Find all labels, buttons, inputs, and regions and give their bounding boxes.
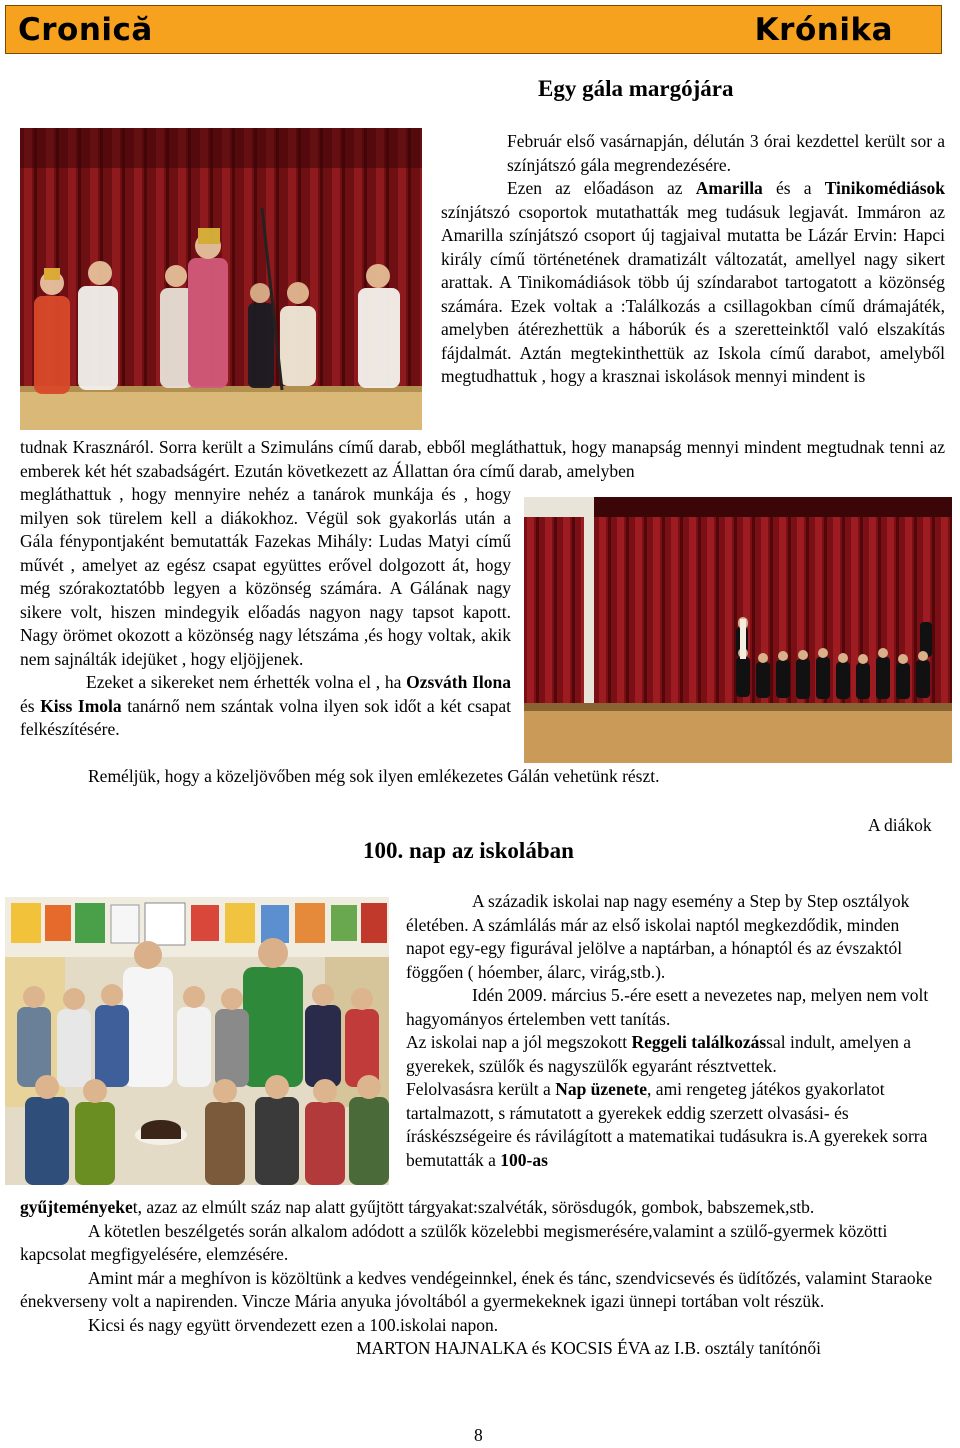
article1-thanks (20, 671, 511, 742)
article1-fullwidth-text: tudnak Krasznáról. Sorra került a Szimuláns című darab, ebből megláthattuk, hogy manapság mennyi mindent megtudnak tenni az emberek két hét szabadságért. Ezután következett az Állattan óra című darab, amelyben (20, 437, 945, 481)
article2-full-text (20, 1196, 945, 1361)
header-right-title: Krónika (754, 12, 893, 48)
teacher2-name: Kiss Imola (40, 695, 122, 716)
article2-signature: MARTON HAJNALKA és KOCSIS ÉVA az I.B. osztály tanítónői (356, 1338, 821, 1358)
article1-para2-text-b: és a (762, 178, 825, 198)
teacher1-name: Ozsváth Ilona (406, 672, 512, 692)
article1-para2-text-c: színjátszó csoportok mutathatták meg tudásuk legjavát. Immáron az Amarilla színjátszó csoport új tagjaival mutatta be Lázár Ervin: Hapci király című történetének dramatizált változatát, amellyel nagy sikert arattak. A Tinikomádiások több új színdarabot tartogatott a közönség számára. Ezek voltak a :Találkozás a csillagokban című drámajáték, amelyben átérezhettük a háborúk és a szeretteinktől való elszakítás fájdalmát. Aztán megtekinthettük az Iskola című darabot, amelyből megtudhattuk , hogy a krasznai iskolások mennyi mindent is (441, 201, 945, 386)
article2-title: 100. nap az iskolában (363, 838, 574, 863)
article1-para1: Február első vasárnapján, délután 3 órai kezdettel került sor a színjátszó gála megrendezésére. (507, 131, 945, 175)
article1-title: Egy gála margójára (538, 76, 734, 101)
nap-uzenete: Nap üzenete (555, 1079, 648, 1099)
amarilla-name: Amarilla (695, 178, 763, 198)
stage-performance-image (20, 128, 422, 430)
article1-intro (441, 130, 945, 389)
para3-text-b: sal indult, amelyen a gyerekek, szülők és nagyszülők egyaránt résztvettek. (406, 1032, 911, 1076)
article2-para1: A századik iskolai nap nagy esemény a Step by Step osztályok életében. A számlálás már az első iskolai naptól megkezdődik, minden napot egy-egy figurával jelölve a naptárban, a hónaptól és az évszaktól föggően ( hóember, álarc, virág,stb.). (406, 891, 910, 982)
classroom-group-image (5, 897, 389, 1185)
article1-closing: Reméljük, hogy a közeljövőben még sok ilyen emlékezetes Gálán vehetünk részt. (88, 766, 660, 786)
article2-right-column (406, 890, 940, 1172)
article2-para4 (406, 1078, 940, 1172)
article2-para3 (406, 1031, 940, 1078)
stage-performance-photo (20, 128, 422, 430)
thanks-text-c: tanárnő nem szántak volna ilyen sok időt a két csapat felkészítésére. (20, 695, 511, 739)
stage-group-photo (524, 497, 952, 763)
page-header (5, 5, 942, 54)
article1-signature: A diákok (868, 815, 932, 835)
article1-left-text: megláthattuk , hogy mennyire nehéz a tanárok munkája és , hogy milyen sok türelem kell a diákokhoz. Végül sok gyakorlás után a Gála fénypontjaként bemutatták Fazekas Mihály: Ludas Matyi című művét , amelyet az egész csapat együttes erővel dolgozott át, hogy még szórakoztatóbb legyen a közönség számára. A Gálának nagy sikere volt, hiszen mindegyik előadás nagyon nagy tapsot kapott. Nagy örömet okozott a közönség nagy létszáma ,és hogy voltak, akik nem sajnálták idejüket , hogy eljöjjenek. (20, 484, 511, 669)
para4-text-a: Felolvasásra került a (406, 1079, 556, 1099)
article2-para6: Amint már a meghívon is közöltünk a kedves vendégeinnkel, ének és tánc, szendvicsevés és üdítőzés, valamint Staraoke énekverseny volt a napirenden. Vincze Mária anyuka jóvoltából a gyermekeknek igazi ünnepi tortában volt részük. (20, 1267, 933, 1311)
para3-text-a: Az iskolai nap a jól megszokott (406, 1032, 632, 1052)
header-left-title: Cronică (18, 12, 153, 48)
classroom-group-photo (5, 897, 389, 1185)
article1-para2 (441, 177, 945, 389)
para4-text-c: t, azaz az elmúlt száz nap alatt gyűjtött tárgyakat:szalvéták, sörösdugók, gombok, babszemek,stb. (132, 1197, 815, 1217)
article2-para2: Idén 2009. március 5.-ére esett a nevezetes nap, melyen nem volt hagyományos értelemben vett tanítás. (406, 985, 929, 1029)
article2-para5: A kötetlen beszélgetés során alkalom adódott a szülők közelebbi megismerésére,valamint a szülő-gyermek közötti kapcsolat megfigyelésére, elemzésére. (20, 1220, 888, 1264)
reggeli-talalkozas: Reggeli találkozás (631, 1032, 767, 1052)
collection-count: 100-as (500, 1149, 548, 1170)
thanks-text-b: és (20, 695, 41, 716)
thanks-text-a: Ezeket a sikereket nem érhették volna el , ha (86, 672, 407, 692)
para4-text-b: , ami rengeteg játékos gyakorlatot tartalmazott, s rámutatott a gyerekek eddig szerzett olvasási- és íráskészségeire és rávilágított a matematikai tudásukra is.A gyerekek sorra bemutatták a (406, 1079, 928, 1170)
article1-para2-text-a: Ezen az előadáson az (507, 178, 696, 198)
page-number: 8 (474, 1425, 483, 1445)
stage-group-image (524, 497, 952, 763)
article1-left-column (20, 483, 511, 742)
article2-para7: Kicsi és nagy együtt örvendezett ezen a 100.iskolai napon. (88, 1314, 499, 1335)
article2-para4-continued (20, 1196, 945, 1220)
gyujtemenyek-word: gyűjteményeke (20, 1197, 133, 1217)
tinikomediasok-name: Tinikomédiások (824, 178, 945, 198)
